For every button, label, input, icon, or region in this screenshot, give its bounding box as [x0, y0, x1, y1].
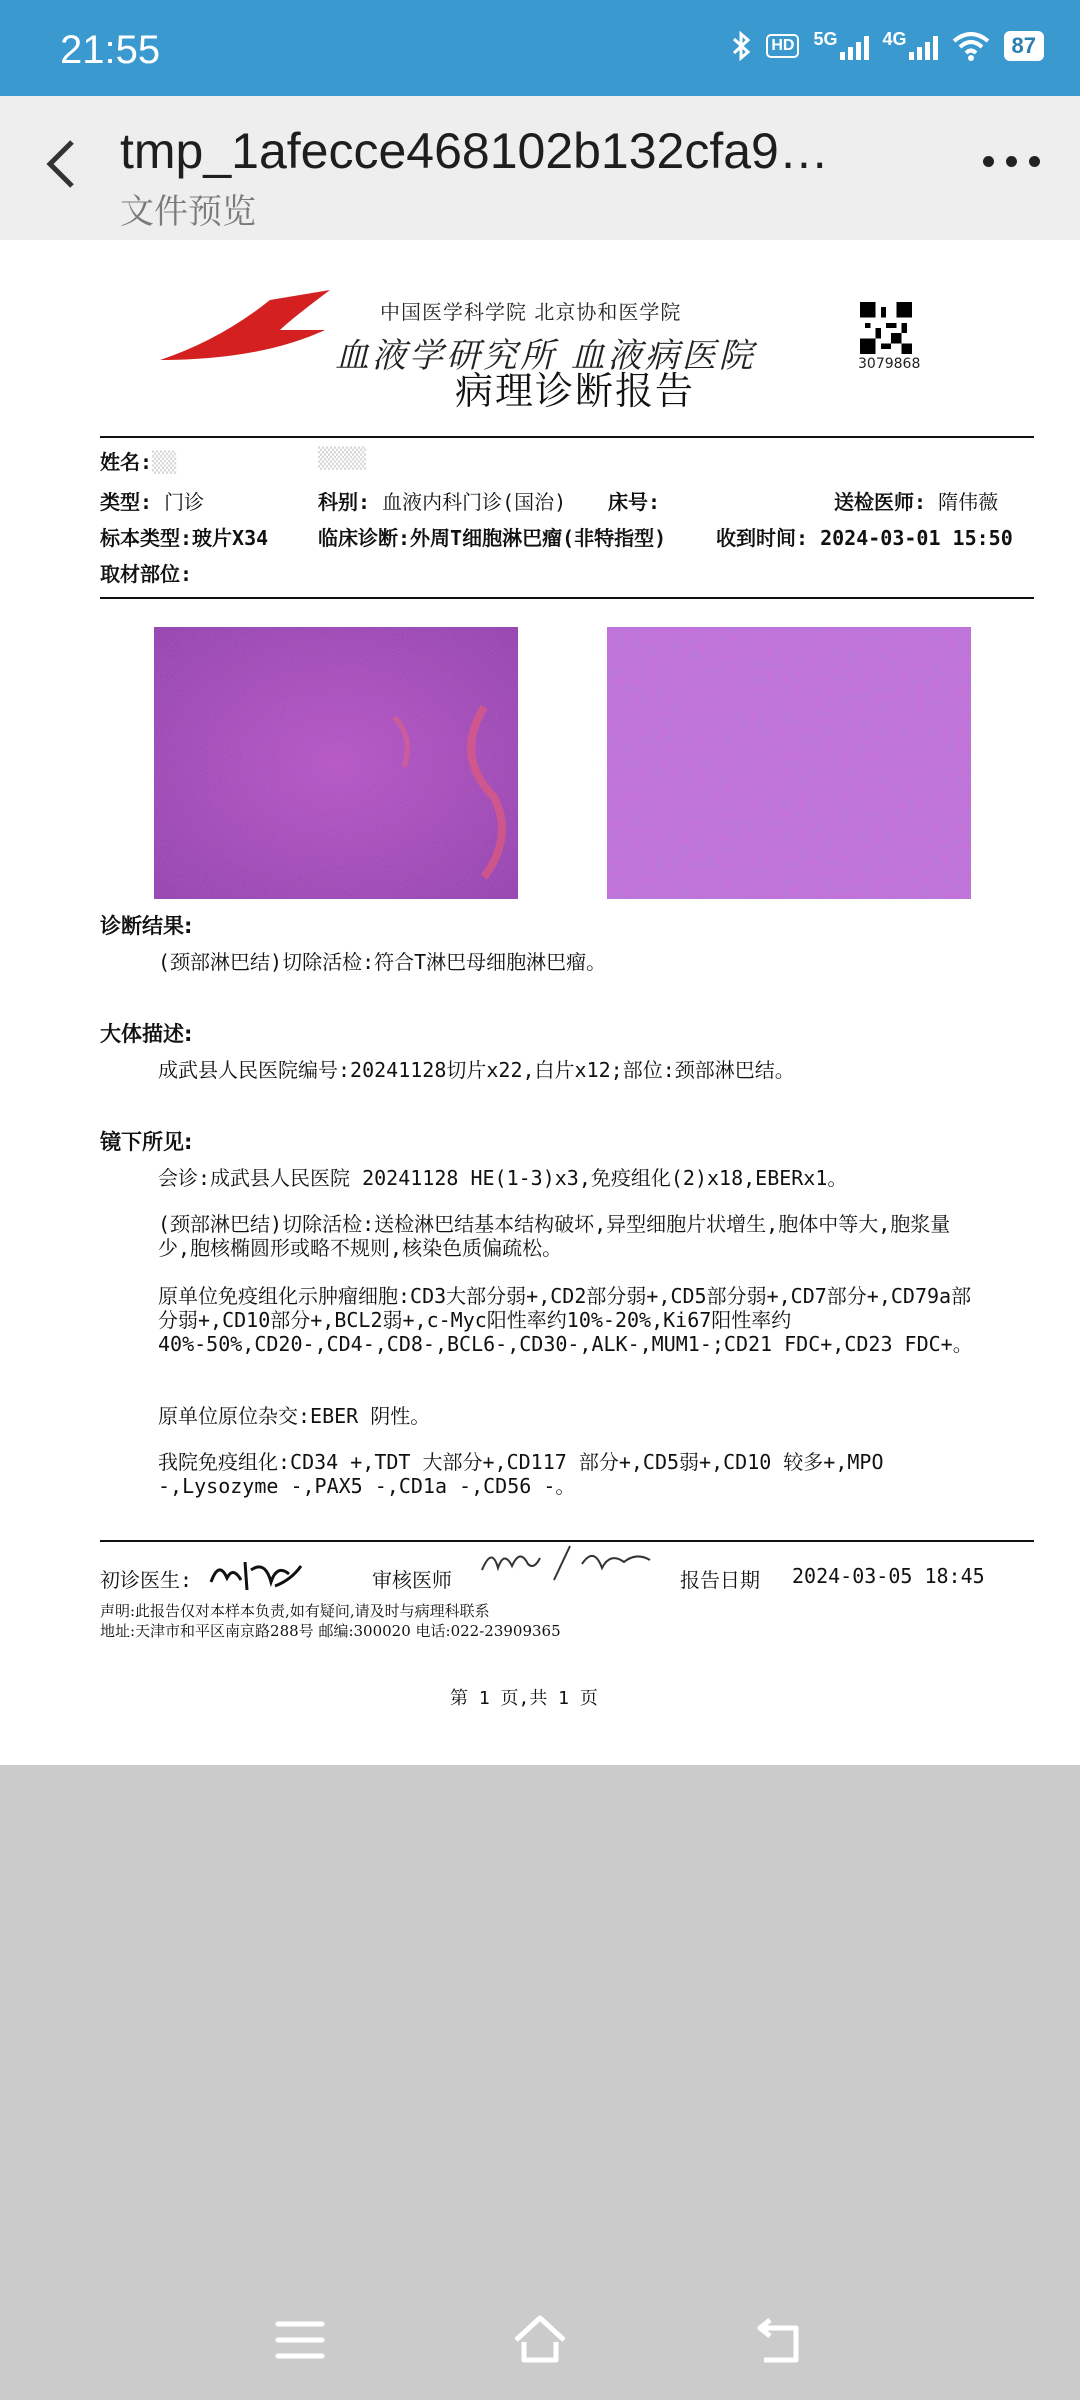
initial-doctor-label: 初诊医生: [100, 1568, 193, 1592]
battery-indicator: 87 [1004, 31, 1044, 61]
clinical-field: 临床诊断:外周T细胞淋巴瘤(非特指型) [318, 526, 667, 550]
report-date-label: 报告日期 [680, 1568, 760, 1592]
micro-paragraph-1: 会诊:成武县人民医院 20241128 HE(1-3)x3,免疫组化(2)x18,EBERx1。 [158, 1166, 848, 1190]
qr-code [860, 302, 912, 354]
histology-image-low [154, 627, 518, 899]
institution-line1: 中国医学科学院 北京协和医学院 [380, 300, 682, 324]
file-title: tmp_1afecce468102b132cfa9… [120, 123, 829, 179]
signal-5g [813, 29, 868, 60]
file-subtitle: 文件预览 [120, 192, 256, 232]
received-field: 收到时间: 2024-03-01 15:50 [716, 526, 1013, 550]
micro-paragraph-4: 原单位原位杂交:EBER 阴性。 [158, 1404, 431, 1428]
app-bar [0, 96, 1080, 240]
report-title: 病理诊断报告 [455, 369, 696, 413]
report-date-value: 2024-03-05 18:45 [792, 1564, 985, 1588]
more-options-icon[interactable] [983, 156, 1040, 167]
micro-paragraph-2: (颈部淋巴结)切除活检:送检淋巴结基本结构破坏,异型细胞片状增生,胞体中等大,胞浆量少,胞核椭圆形或略不规则,核染色质偏疏松。 [158, 1212, 951, 1260]
status-time: 21:55 [60, 28, 161, 72]
redacted-field: ▒▒▒▒ [318, 446, 367, 470]
sim2-label: 4G [882, 29, 907, 49]
dept-field: 科别: 血液内科门诊(国治) [318, 490, 567, 514]
initial-doctor-signature [205, 1552, 305, 1594]
signal-4g [882, 29, 938, 60]
back-icon[interactable] [750, 2310, 810, 2370]
address-text: 地址:天津市和平区南京路288号 邮编:300020 电话:022-23909365 [100, 1622, 561, 1640]
institution-line2: 血液学研究所 血液病医院 [335, 336, 756, 376]
back-arrow-icon[interactable] [34, 134, 94, 194]
histology-image-high [607, 627, 971, 899]
diagnosis-text: (颈部淋巴结)切除活检:符合T淋巴母细胞淋巴瘤。 [158, 950, 607, 974]
hospital-logo [160, 290, 340, 370]
qr-number: 3079868 [858, 356, 921, 372]
report-document [0, 240, 1080, 1765]
home-icon[interactable] [510, 2310, 570, 2370]
bluetooth-icon [730, 30, 752, 62]
bed-field: 床号: [608, 490, 661, 514]
navigation-bar [0, 2280, 1080, 2400]
site-field: 取材部位: [100, 562, 193, 586]
gross-heading: 大体描述: [100, 1022, 193, 1046]
menu-icon[interactable] [270, 2310, 330, 2370]
reviewer-label: 审核医师 [372, 1568, 452, 1592]
reviewer-signature [478, 1540, 658, 1586]
type-field: 类型: 门诊 [100, 490, 205, 514]
status-icons [730, 30, 1044, 62]
wifi-icon [952, 31, 990, 61]
header-divider [100, 436, 1034, 438]
statement-text: 声明:此报告仅对本样本负责,如有疑问,请及时与病理科联系 [100, 1602, 490, 1620]
gross-text: 成武县人民医院编号:20241128切片x22,白片x12;部位:颈部淋巴结。 [158, 1058, 795, 1082]
specimen-field: 标本类型:玻片X34 [100, 526, 269, 550]
micro-paragraph-5: 我院免疫组化:CD34 +,TDT 大部分+,CD117 部分+,CD5弱+,CD10 较多+,MPO -,Lysozyme -,PAX5 -,CD1a -,CD56 -。 [158, 1450, 884, 1498]
hd-badge: HD [766, 34, 799, 58]
name-field: 姓名:▒▒ [100, 450, 177, 474]
micro-paragraph-3: 原单位免疫组化示肿瘤细胞:CD3大部分弱+,CD2部分弱+,CD5部分弱+,CD7部分+,CD79a部分弱+,CD10部分+,BCL2弱+,c-Myc阳性率约10%-20%,Ki67阳性率约40%-50%,CD20-,CD4-,CD8-,BCL6-,CD30-,ALK-,MUM1-;CD21 FDC+,CD23 FDC+。 [158, 1284, 973, 1356]
micro-heading: 镜下所见: [100, 1130, 193, 1154]
doctor-field: 送检医师: 隋伟薇 [834, 490, 999, 514]
info-divider [100, 597, 1034, 599]
page-number: 第 1 页,共 1 页 [450, 1688, 598, 1709]
sim1-label: 5G [813, 29, 838, 49]
diagnosis-heading: 诊断结果: [100, 914, 193, 938]
status-bar [0, 0, 1080, 96]
